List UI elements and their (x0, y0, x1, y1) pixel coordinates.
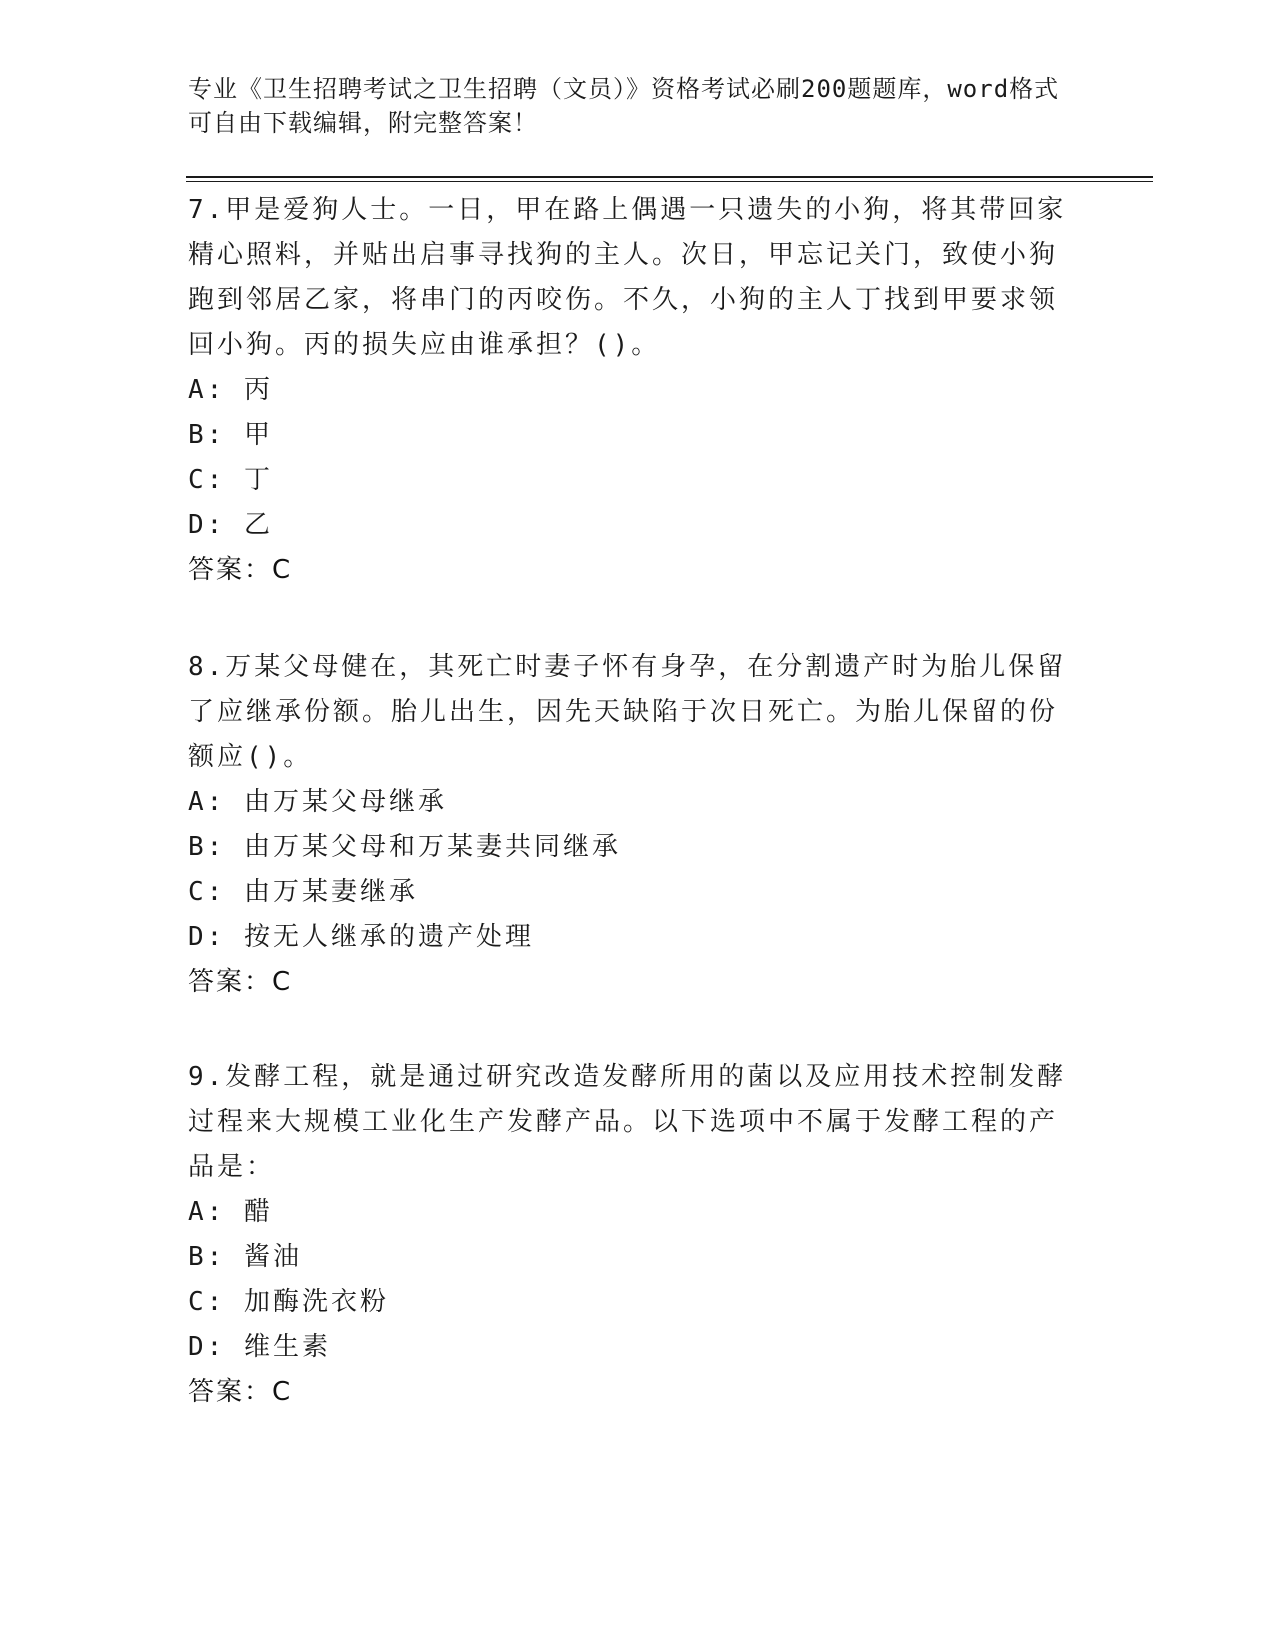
option-c: C: 加酶洗衣粉 (188, 1287, 389, 1317)
question-stem: 7.甲是爱狗人士。一日，甲在路上偶遇一只遗失的小狗，将其带回家精心照料，并贴出启事寻找狗的主人。次日，甲忘记关门，致使小狗跑到邻居乙家，将串门的丙咬伤。不久，小狗的主人丁找到甲要求领回小狗。丙的损失应由谁承担？()。 (188, 195, 1067, 360)
answer: 答案：C (188, 967, 293, 997)
option-c: C: 丁 (188, 465, 273, 495)
option-d: D: 维生素 (188, 1332, 331, 1362)
option-d: D: 乙 (188, 510, 273, 540)
question-7 (188, 188, 1068, 593)
answer: 答案：C (188, 555, 293, 585)
option-b: B: 甲 (188, 420, 273, 450)
option-a: A: 醋 (188, 1197, 273, 1227)
option-c: C: 由万某妻继承 (188, 877, 418, 907)
option-a: A: 由万某父母继承 (188, 787, 447, 817)
header-divider-thick (186, 176, 1153, 178)
option-b: B: 由万某父母和万某妻共同继承 (188, 832, 621, 862)
question-8 (188, 645, 1068, 1005)
question-stem: 9.发酵工程，就是通过研究改造发酵所用的菌以及应用技术控制发酵过程来大规模工业化生产发酵产品。以下选项中不属于发酵工程的产品是： (188, 1062, 1067, 1182)
question-9 (188, 1055, 1068, 1415)
option-b: B: 酱油 (188, 1242, 302, 1272)
option-d: D: 按无人继承的遗产处理 (188, 922, 534, 952)
document-header (188, 72, 1068, 140)
question-stem: 8.万某父母健在，其死亡时妻子怀有身孕，在分割遗产时为胎儿保留了应继承份额。胎儿出生，因先天缺陷于次日死亡。为胎儿保留的份额应()。 (188, 652, 1067, 772)
header-line-1: 专业《卫生招聘考试之卫生招聘（文员）》资格考试必刷200题题库，word格式 (188, 75, 1060, 103)
option-a: A: 丙 (188, 375, 273, 405)
header-divider-thin (186, 181, 1153, 182)
header-line-2: 可自由下载编辑，附完整答案！ (188, 109, 538, 137)
answer: 答案：C (188, 1377, 293, 1407)
